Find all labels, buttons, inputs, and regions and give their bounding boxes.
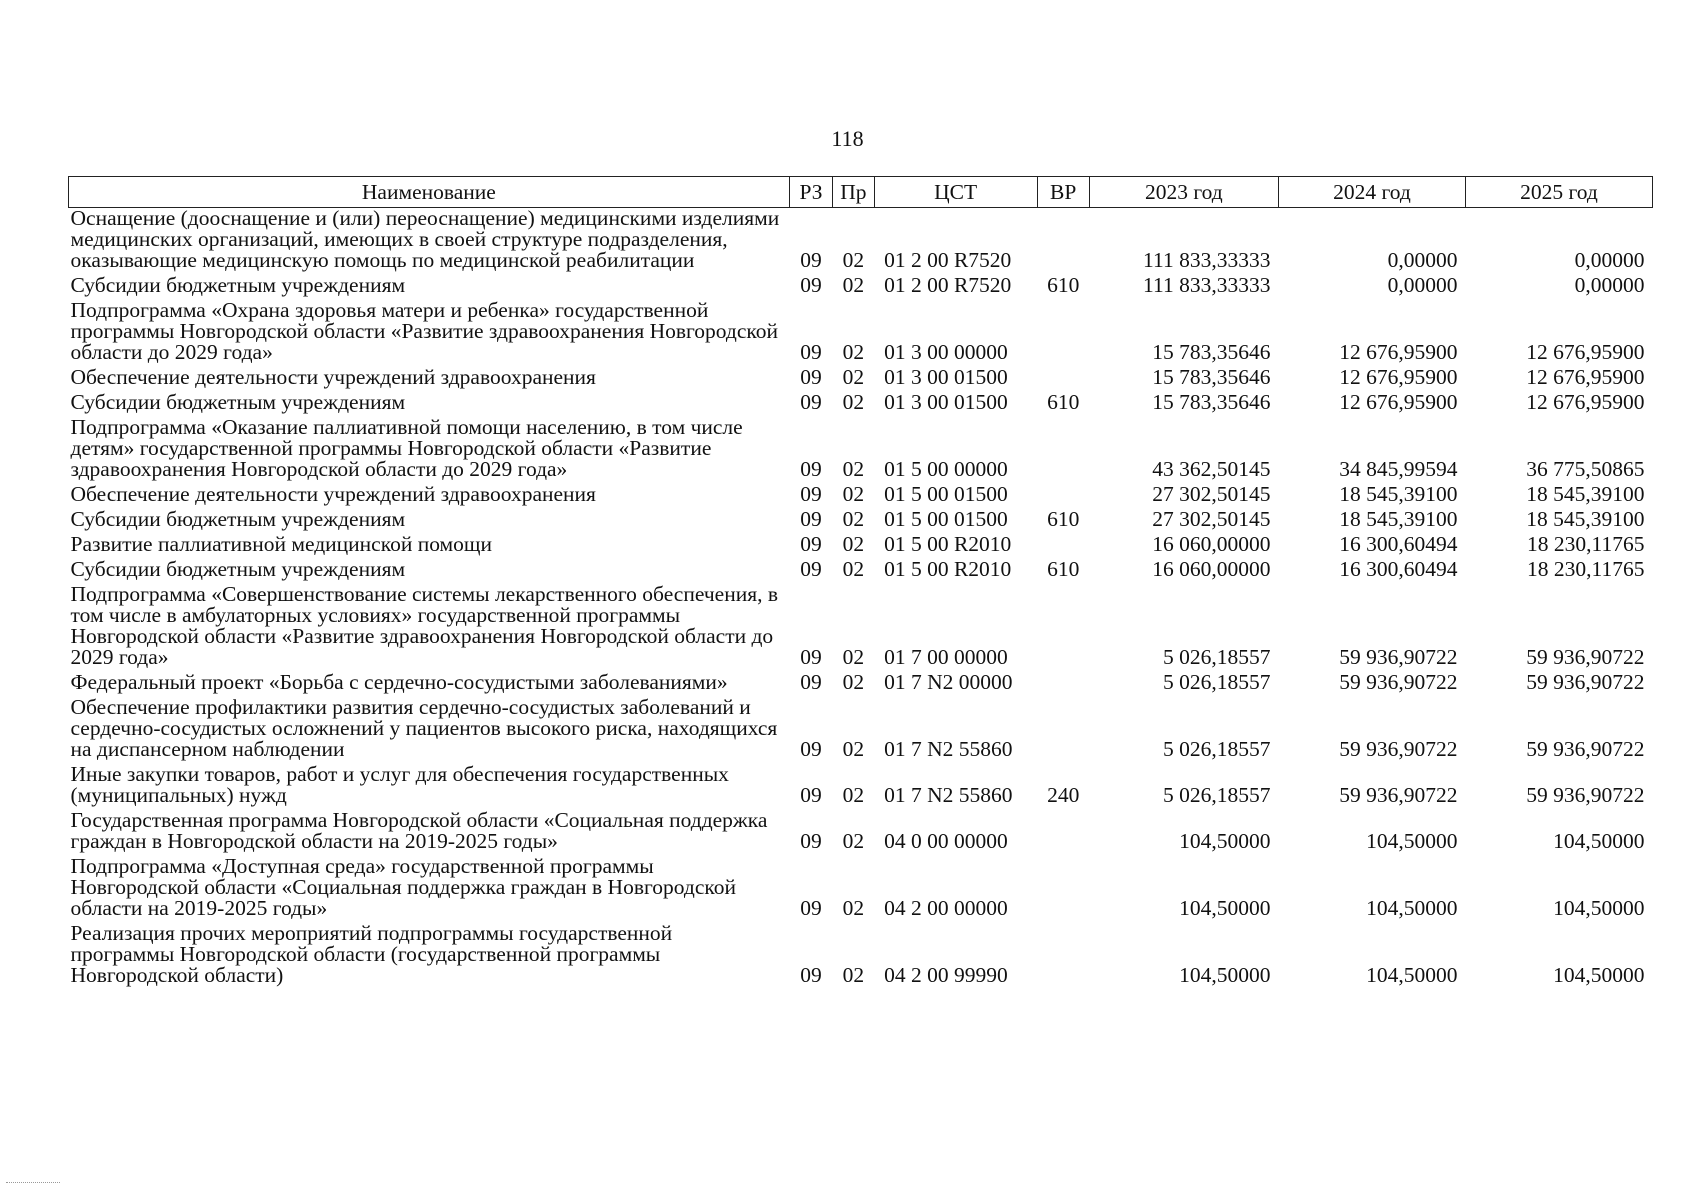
row-name-cell: Обеспечение деятельности учреждений здравоохранения xyxy=(70,482,596,506)
row-pr-cell: 02 xyxy=(842,896,865,920)
row-rz-cell: 09 xyxy=(800,963,822,987)
row-rz-cell: 09 xyxy=(800,340,822,364)
header-vr: ВР xyxy=(1037,177,1089,208)
row-2024-cell: 0,00000 xyxy=(1387,273,1458,297)
row-2025-cell: 59 936,90722 xyxy=(1526,645,1645,669)
row-2023-cell: 5 026,18557 xyxy=(1162,737,1271,761)
row-2024-cell: 59 936,90722 xyxy=(1339,737,1458,761)
row-rz-cell: 09 xyxy=(800,783,822,807)
row-2023-cell: 5 026,18557 xyxy=(1162,645,1271,669)
row-2023-cell: 15 783,35646 xyxy=(1152,390,1271,414)
row-2024-cell: 12 676,95900 xyxy=(1339,390,1458,414)
row-rz-cell: 09 xyxy=(800,507,822,531)
table-row xyxy=(69,672,1653,697)
row-2023-cell: 27 302,50145 xyxy=(1152,507,1271,531)
row-2023-cell: 43 362,50145 xyxy=(1152,457,1271,481)
row-2024-cell: 104,50000 xyxy=(1366,896,1458,920)
table-row xyxy=(69,367,1653,392)
table-row xyxy=(69,484,1653,509)
table-row xyxy=(69,509,1653,534)
row-name-cell: Подпрограмма «Охрана здоровья матери и ребенка» государственной программы Новгородской области «Развитие здравоохранения Новгородской области до 2029 года» xyxy=(70,298,779,364)
row-2025-cell: 59 936,90722 xyxy=(1526,783,1645,807)
row-rz-cell: 09 xyxy=(800,248,822,272)
table-body xyxy=(69,208,1653,991)
row-cst-cell: 01 3 00 01500 xyxy=(884,390,1008,414)
row-vr-cell xyxy=(1037,367,1089,392)
row-2025-cell: 59 936,90722 xyxy=(1526,737,1645,761)
row-name-cell: Обеспечение профилактики развития сердечно-сосудистых заболеваний и сердечно-сосудистых осложнений у пациентов высокого риска, находящихся на диспансерном наблюдении xyxy=(70,695,778,761)
row-rz-cell: 09 xyxy=(800,896,822,920)
row-vr-cell: 610 xyxy=(1047,507,1080,531)
row-2024-cell: 12 676,95900 xyxy=(1339,340,1458,364)
row-pr-cell: 02 xyxy=(842,737,865,761)
row-vr-cell: 610 xyxy=(1047,557,1080,581)
row-name-cell: Подпрограмма «Совершенствование системы лекарственного обеспечения, в том числе в амбулаторных условиях» государственной программы Новгородской области «Развитие здравоохранения Новгородской области до 2029 года» xyxy=(70,582,779,669)
row-name-cell: Реализация прочих мероприятий подпрограммы государственной программы Новгородской области (государственной программы Новгородской области) xyxy=(70,921,673,987)
header-name: Наименование xyxy=(69,177,790,208)
header-pr: Пр xyxy=(833,177,874,208)
row-vr-cell xyxy=(1037,697,1089,764)
row-2023-cell: 27 302,50145 xyxy=(1152,482,1271,506)
row-2025-cell: 18 230,11765 xyxy=(1527,532,1645,556)
row-cst-cell: 01 7 N2 55860 xyxy=(884,783,1013,807)
row-rz-cell: 09 xyxy=(800,557,822,581)
row-2024-cell: 0,00000 xyxy=(1387,248,1458,272)
row-vr-cell: 240 xyxy=(1047,783,1080,807)
row-2025-cell: 18 230,11765 xyxy=(1527,557,1645,581)
row-vr-cell xyxy=(1037,810,1089,856)
row-name-cell: Субсидии бюджетным учреждениям xyxy=(70,507,406,531)
row-2025-cell: 36 775,50865 xyxy=(1526,457,1645,481)
row-2025-cell: 104,50000 xyxy=(1553,829,1645,853)
row-vr-cell xyxy=(1037,208,1089,276)
row-vr-cell xyxy=(1037,484,1089,509)
row-cst-cell: 01 2 00 R7520 xyxy=(884,248,1012,272)
row-cst-cell: 04 0 00 00000 xyxy=(884,829,1008,853)
row-rz-cell: 09 xyxy=(800,737,822,761)
row-name-cell: Иные закупки товаров, работ и услуг для обеспечения государственных (муниципальных) нужд xyxy=(70,762,729,807)
row-2024-cell: 18 545,39100 xyxy=(1339,482,1458,506)
row-2024-cell: 59 936,90722 xyxy=(1339,670,1458,694)
row-pr-cell: 02 xyxy=(842,532,865,556)
row-pr-cell: 02 xyxy=(842,783,865,807)
budget-table xyxy=(68,176,1653,990)
row-2025-cell: 12 676,95900 xyxy=(1526,390,1645,414)
row-pr-cell: 02 xyxy=(842,248,865,272)
row-2025-cell: 12 676,95900 xyxy=(1526,340,1645,364)
table-row xyxy=(69,534,1653,559)
row-pr-cell: 02 xyxy=(842,273,865,297)
table-header xyxy=(69,177,1653,208)
header-row xyxy=(69,177,1653,208)
page-number: 118 xyxy=(831,126,864,151)
row-pr-cell: 02 xyxy=(842,340,865,364)
row-vr-cell xyxy=(1037,856,1089,923)
row-name-cell: Государственная программа Новгородской области «Социальная поддержка граждан в Новгородской области на 2019-2025 годы» xyxy=(70,808,768,853)
row-pr-cell: 02 xyxy=(842,829,865,853)
row-2023-cell: 5 026,18557 xyxy=(1162,670,1271,694)
table-row xyxy=(69,300,1653,367)
row-rz-cell: 09 xyxy=(800,532,822,556)
table-row xyxy=(69,923,1653,990)
row-2024-cell: 59 936,90722 xyxy=(1339,783,1458,807)
row-name-cell: Подпрограмма «Оказание паллиативной помощи населению, в том числе детям» государственной программы Новгородской области «Развитие здравоохранения Новгородской области до 2029 года» xyxy=(70,415,743,481)
row-rz-cell: 09 xyxy=(800,482,822,506)
row-cst-cell: 01 3 00 01500 xyxy=(884,365,1008,389)
row-cst-cell: 01 3 00 00000 xyxy=(884,340,1008,364)
row-pr-cell: 02 xyxy=(842,365,865,389)
row-2023-cell: 104,50000 xyxy=(1179,829,1271,853)
header-2024: 2024 год xyxy=(1278,177,1465,208)
table-row xyxy=(69,810,1653,856)
scan-mark xyxy=(6,1182,60,1185)
table-row xyxy=(69,697,1653,764)
row-2025-cell: 18 545,39100 xyxy=(1526,482,1645,506)
row-cst-cell: 04 2 00 99990 xyxy=(884,963,1008,987)
header-2023: 2023 год xyxy=(1089,177,1278,208)
row-2024-cell: 104,50000 xyxy=(1366,829,1458,853)
row-vr-cell xyxy=(1037,923,1089,990)
row-2023-cell: 16 060,00000 xyxy=(1152,557,1271,581)
row-name-cell: Субсидии бюджетным учреждениям xyxy=(70,273,406,297)
row-cst-cell: 01 5 00 R2010 xyxy=(884,532,1012,556)
row-vr-cell: 610 xyxy=(1047,390,1080,414)
table-row xyxy=(69,559,1653,584)
table-row xyxy=(69,275,1653,300)
row-2024-cell: 104,50000 xyxy=(1366,963,1458,987)
row-2023-cell: 111 833,33333 xyxy=(1143,248,1271,272)
row-2023-cell: 16 060,00000 xyxy=(1152,532,1271,556)
row-cst-cell: 01 2 00 R7520 xyxy=(884,273,1012,297)
row-rz-cell: 09 xyxy=(800,390,822,414)
header-rz: РЗ xyxy=(789,177,832,208)
row-2025-cell: 18 545,39100 xyxy=(1526,507,1645,531)
row-vr-cell xyxy=(1037,672,1089,697)
row-cst-cell: 01 5 00 01500 xyxy=(884,507,1008,531)
row-2025-cell: 59 936,90722 xyxy=(1526,670,1645,694)
row-name-cell: Развитие паллиативной медицинской помощи xyxy=(70,532,492,556)
row-pr-cell: 02 xyxy=(842,645,865,669)
row-cst-cell: 01 5 00 01500 xyxy=(884,482,1008,506)
row-name-cell: Подпрограмма «Доступная среда» государственной программы Новгородской области «Социальная поддержка граждан в Новгородской области на 2019-2025 годы» xyxy=(70,854,736,920)
row-pr-cell: 02 xyxy=(842,557,865,581)
row-rz-cell: 09 xyxy=(800,645,822,669)
row-2023-cell: 111 833,33333 xyxy=(1143,273,1271,297)
row-rz-cell: 09 xyxy=(800,670,822,694)
row-2024-cell: 34 845,99594 xyxy=(1339,457,1458,481)
row-name-cell: Субсидии бюджетным учреждениям xyxy=(70,390,406,414)
row-2025-cell: 104,50000 xyxy=(1553,896,1645,920)
row-pr-cell: 02 xyxy=(842,457,865,481)
row-rz-cell: 09 xyxy=(800,829,822,853)
row-cst-cell: 01 5 00 R2010 xyxy=(884,557,1012,581)
row-2023-cell: 15 783,35646 xyxy=(1152,365,1271,389)
header-2025: 2025 год xyxy=(1465,177,1652,208)
row-pr-cell: 02 xyxy=(842,507,865,531)
row-rz-cell: 09 xyxy=(800,365,822,389)
row-name-cell: Обеспечение деятельности учреждений здравоохранения xyxy=(70,365,596,389)
row-2025-cell: 0,00000 xyxy=(1574,248,1645,272)
row-name-cell: Федеральный проект «Борьба с сердечно-сосудистыми заболеваниями» xyxy=(70,670,728,694)
row-cst-cell: 04 2 00 00000 xyxy=(884,896,1008,920)
table-row xyxy=(69,417,1653,484)
row-2024-cell: 18 545,39100 xyxy=(1339,507,1458,531)
row-vr-cell: 610 xyxy=(1047,273,1080,297)
row-2025-cell: 0,00000 xyxy=(1574,273,1645,297)
row-2025-cell: 104,50000 xyxy=(1553,963,1645,987)
row-vr-cell xyxy=(1037,300,1089,367)
header-cst: ЦСТ xyxy=(874,177,1037,208)
row-2024-cell: 16 300,60494 xyxy=(1339,532,1458,556)
row-2023-cell: 104,50000 xyxy=(1179,896,1271,920)
row-pr-cell: 02 xyxy=(842,963,865,987)
row-cst-cell: 01 7 N2 55860 xyxy=(884,737,1013,761)
row-rz-cell: 09 xyxy=(800,457,822,481)
row-2023-cell: 5 026,18557 xyxy=(1162,783,1271,807)
row-vr-cell xyxy=(1037,584,1089,672)
row-cst-cell: 01 7 N2 00000 xyxy=(884,670,1013,694)
row-name-cell: Оснащение (дооснащение и (или) переоснащение) медицинскими изделиями медицинских организаций, имеющих в своей структуре подразделения, оказывающие медицинскую помощь по медицинской реабилитации xyxy=(70,206,780,272)
table-row xyxy=(69,764,1653,810)
row-name-cell: Субсидии бюджетным учреждениям xyxy=(70,557,406,581)
row-2023-cell: 15 783,35646 xyxy=(1152,340,1271,364)
row-2024-cell: 12 676,95900 xyxy=(1339,365,1458,389)
row-rz-cell: 09 xyxy=(800,273,822,297)
row-vr-cell xyxy=(1037,417,1089,484)
row-2024-cell: 16 300,60494 xyxy=(1339,557,1458,581)
row-pr-cell: 02 xyxy=(842,390,865,414)
table-row xyxy=(69,208,1653,276)
row-cst-cell: 01 5 00 00000 xyxy=(884,457,1008,481)
row-cst-cell: 01 7 00 00000 xyxy=(884,645,1008,669)
row-vr-cell xyxy=(1037,534,1089,559)
row-2024-cell: 59 936,90722 xyxy=(1339,645,1458,669)
row-2025-cell: 12 676,95900 xyxy=(1526,365,1645,389)
row-pr-cell: 02 xyxy=(842,482,865,506)
table-row xyxy=(69,392,1653,417)
row-pr-cell: 02 xyxy=(842,670,865,694)
table-row xyxy=(69,584,1653,672)
row-2023-cell: 104,50000 xyxy=(1179,963,1271,987)
table-row xyxy=(69,856,1653,923)
